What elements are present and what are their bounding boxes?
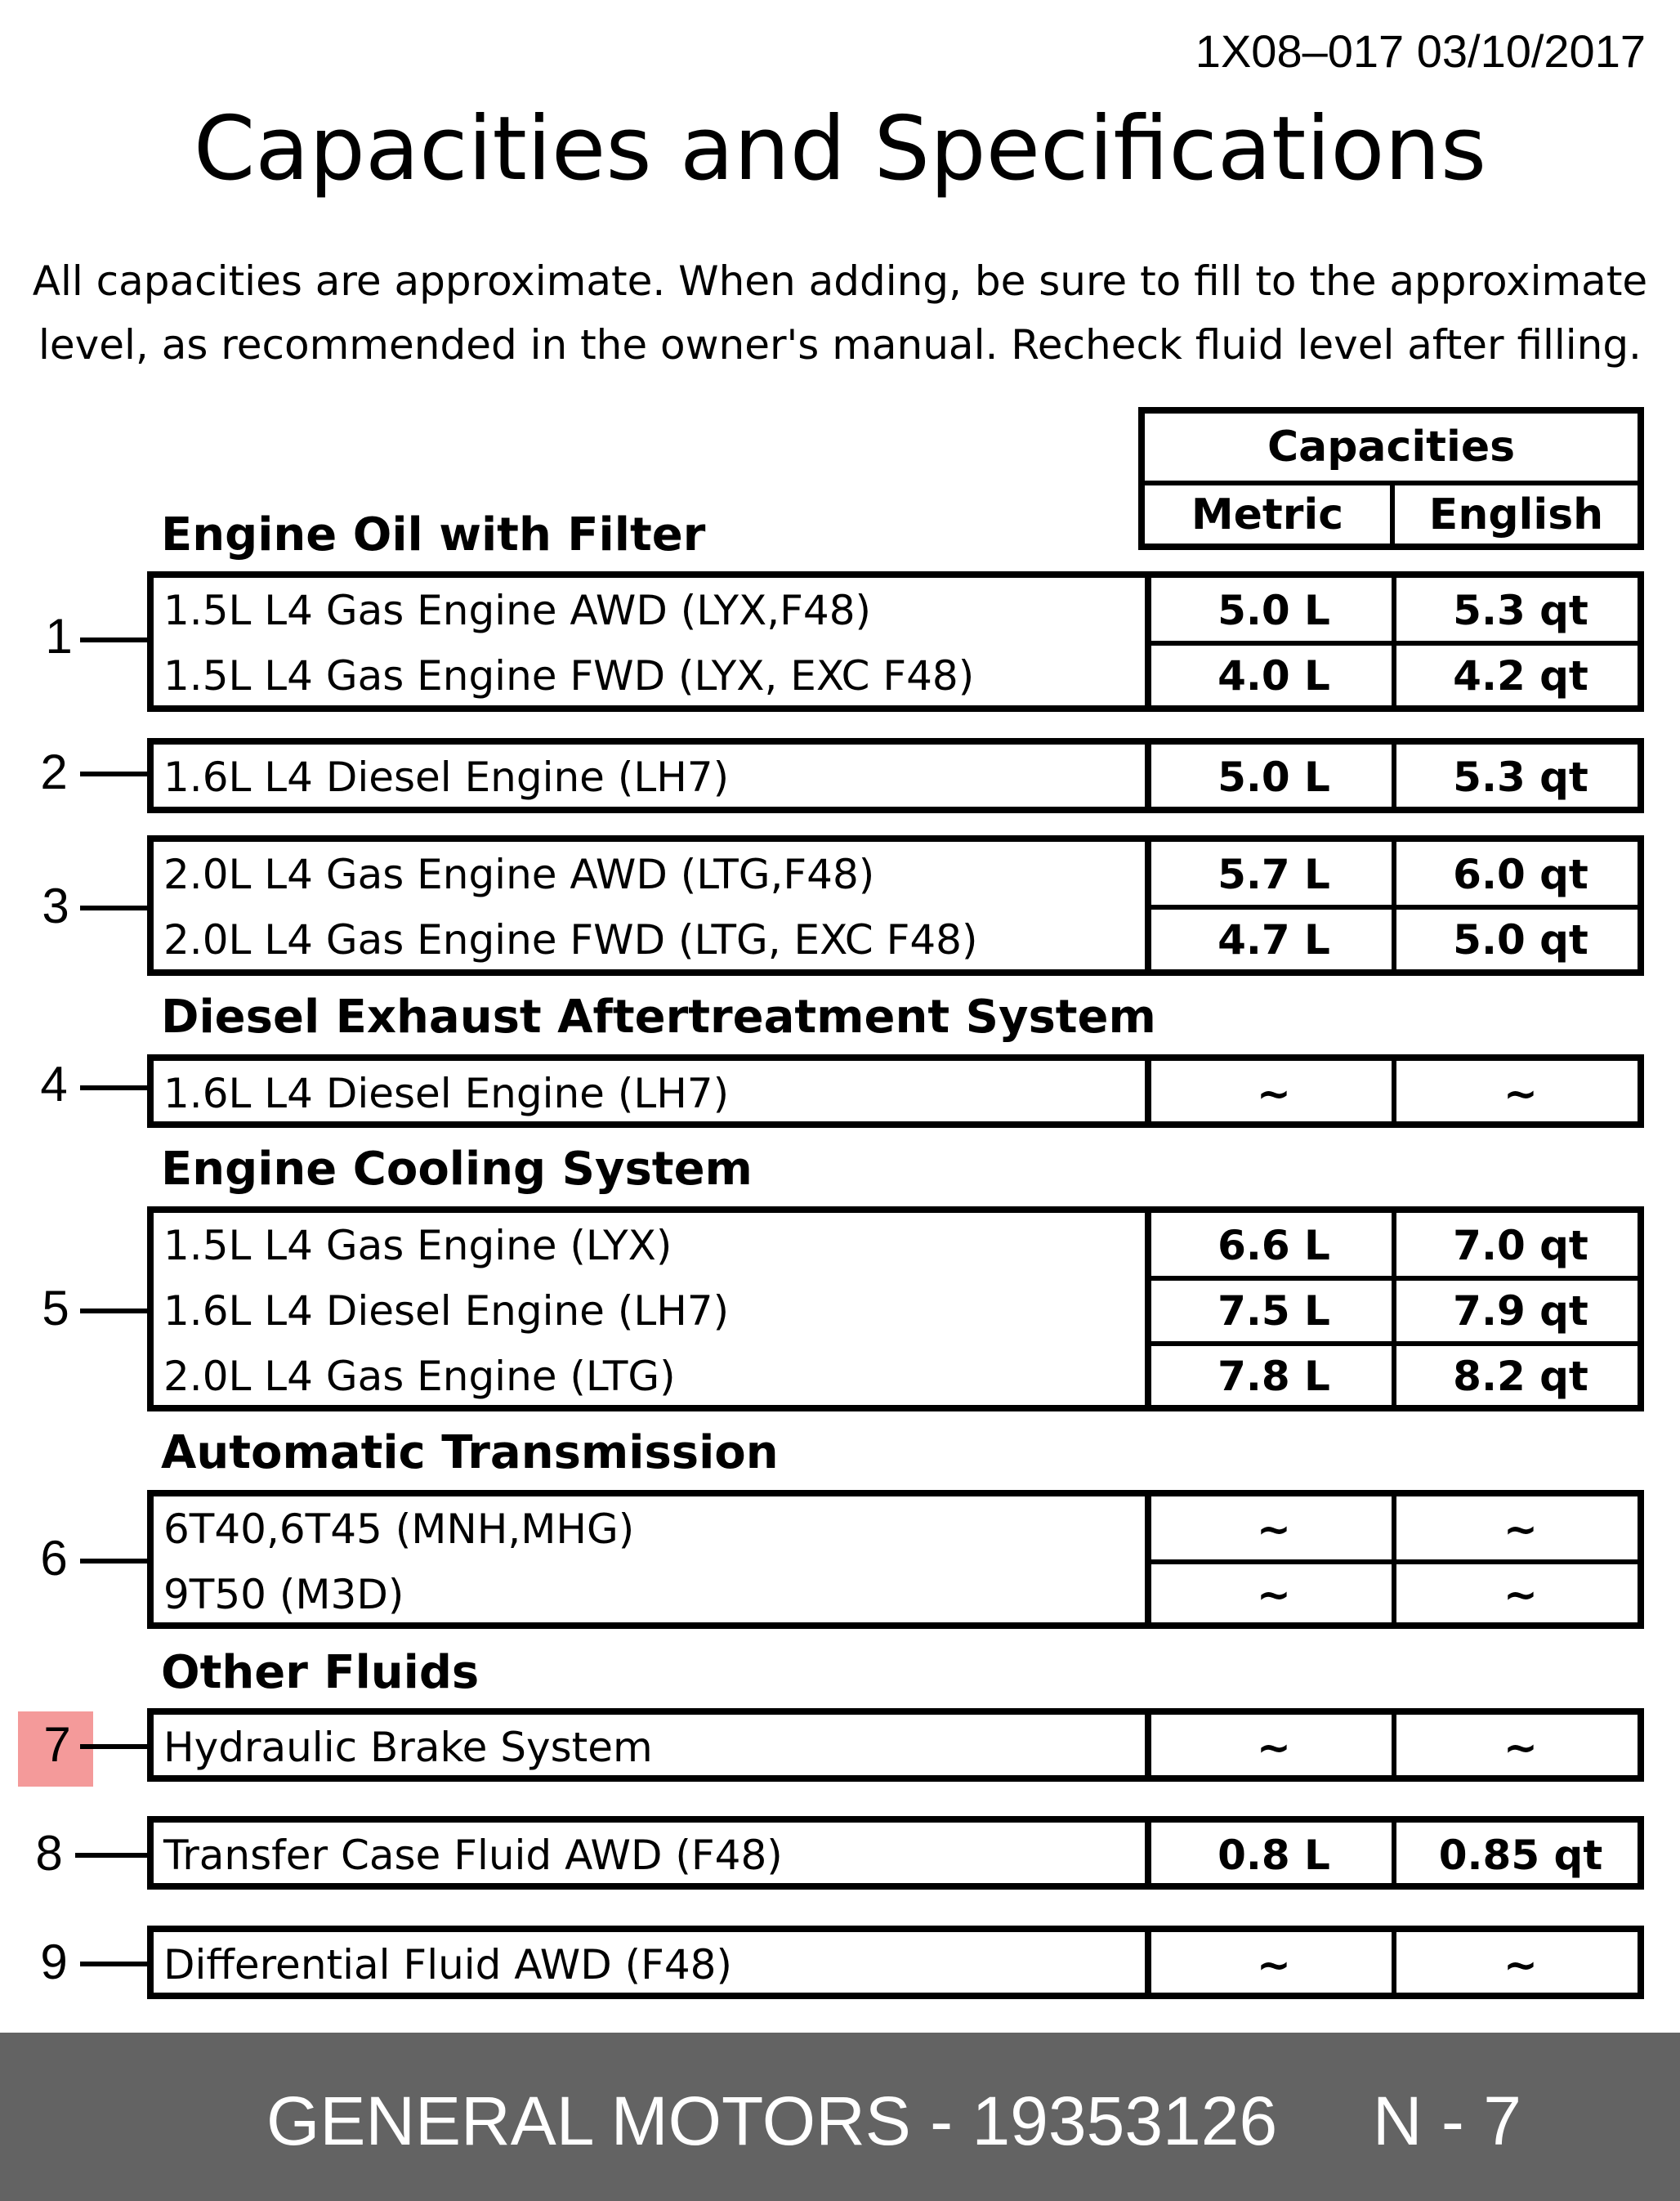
metric-value: ~ xyxy=(1257,1070,1291,1117)
section-diesel-exhaust: Diesel Exhaust Aftertreatment System xyxy=(161,991,1156,1044)
table-row xyxy=(154,643,1638,709)
row-label: 2.0L L4 Gas Engine FWD (LTG, EXC F48) xyxy=(163,916,978,964)
item-number-7: 7 xyxy=(43,1717,71,1772)
capacities-header-title: Capacities xyxy=(1267,423,1516,472)
table-row xyxy=(154,1278,1638,1344)
english-value: 5.3 qt xyxy=(1453,587,1588,634)
item-number-9: 9 xyxy=(40,1935,68,1989)
english-value: 5.0 qt xyxy=(1453,916,1588,964)
english-value: 7.0 qt xyxy=(1453,1222,1588,1269)
row-label: 1.5L L4 Gas Engine (LYX) xyxy=(163,1222,672,1269)
metric-value: ~ xyxy=(1257,1724,1291,1771)
leader-line-7 xyxy=(80,1744,150,1749)
row-label: 2.0L L4 Gas Engine AWD (LTG,F48) xyxy=(163,851,875,898)
row-label: Hydraulic Brake System xyxy=(163,1724,653,1771)
english-value: ~ xyxy=(1504,1941,1538,1989)
english-value: ~ xyxy=(1504,1724,1538,1771)
leader-line-2 xyxy=(80,772,150,776)
english-value: ~ xyxy=(1504,1070,1538,1117)
page-title: Capacities and Specifications xyxy=(193,98,1487,200)
table-row xyxy=(154,578,1638,643)
section-engine-cooling: Engine Cooling System xyxy=(161,1143,753,1196)
table-row xyxy=(154,1823,1638,1888)
section-other-fluids: Other Fluids xyxy=(161,1646,480,1699)
metric-value: 5.0 L xyxy=(1218,587,1330,634)
metric-value: 7.5 L xyxy=(1218,1287,1330,1335)
row-label: 1.5L L4 Gas Engine AWD (LYX,F48) xyxy=(163,587,872,634)
metric-value: 4.7 L xyxy=(1218,916,1330,964)
document-id: 1X08–017 03/10/2017 xyxy=(1195,25,1646,77)
spec-box-2 xyxy=(147,738,1644,813)
spec-box-6 xyxy=(147,1490,1644,1629)
spec-box-8 xyxy=(147,1816,1644,1890)
spec-box-1 xyxy=(147,571,1644,712)
row-label: Transfer Case Fluid AWD (F48) xyxy=(163,1832,783,1879)
item-number-1: 1 xyxy=(45,609,73,664)
intro-line-2: level, as recommended in the owner's manual. Recheck fluid level after filling. xyxy=(38,321,1642,369)
item-number-2: 2 xyxy=(40,745,68,799)
row-label: 9T50 (M3D) xyxy=(163,1571,404,1618)
footer-text: GENERAL MOTORS - 19353126 N - 7 xyxy=(266,2082,1521,2159)
spec-box-5 xyxy=(147,1206,1644,1411)
metric-value: 7.8 L xyxy=(1218,1353,1330,1400)
table-row xyxy=(154,1213,1638,1278)
table-row xyxy=(154,1496,1638,1562)
metric-column-header: Metric xyxy=(1191,490,1344,539)
row-label: 6T40,6T45 (MNH,MHG) xyxy=(163,1505,635,1553)
footer-bar xyxy=(0,2033,1680,2201)
metric-value: 4.0 L xyxy=(1218,652,1330,700)
leader-line-3 xyxy=(80,906,150,910)
metric-value: ~ xyxy=(1257,1571,1291,1618)
section-engine-oil: Engine Oil with Filter xyxy=(161,508,706,561)
table-row xyxy=(154,1715,1638,1780)
english-value: ~ xyxy=(1504,1571,1538,1618)
capacities-header xyxy=(1138,407,1644,550)
english-value: 4.2 qt xyxy=(1453,652,1588,700)
row-label: 1.6L L4 Diesel Engine (LH7) xyxy=(163,754,730,801)
metric-value: ~ xyxy=(1257,1941,1291,1989)
english-value: 0.85 qt xyxy=(1438,1832,1603,1879)
table-row xyxy=(154,1061,1638,1126)
row-label: 1.6L L4 Diesel Engine (LH7) xyxy=(163,1287,730,1335)
table-row xyxy=(154,1932,1638,1997)
table-row xyxy=(154,1562,1638,1627)
intro-text xyxy=(16,249,1664,377)
english-column-header: English xyxy=(1428,490,1604,539)
leader-line-8 xyxy=(75,1853,150,1858)
english-value: 7.9 qt xyxy=(1453,1287,1588,1335)
intro-line-1: All capacities are approximate. When adding, be sure to fill to the approximate xyxy=(32,257,1648,305)
row-label: Differential Fluid AWD (F48) xyxy=(163,1941,732,1989)
english-value: 5.3 qt xyxy=(1453,754,1588,801)
table-row xyxy=(154,745,1638,810)
leader-line-9 xyxy=(80,1962,150,1966)
item-number-8: 8 xyxy=(35,1826,63,1881)
item-number-6: 6 xyxy=(40,1531,68,1586)
english-value: 6.0 qt xyxy=(1453,851,1588,898)
section-automatic-transmission: Automatic Transmission xyxy=(161,1426,779,1479)
spec-box-3 xyxy=(147,835,1644,976)
metric-value: ~ xyxy=(1257,1505,1291,1553)
item-number-3: 3 xyxy=(42,879,69,933)
leader-line-1 xyxy=(80,637,150,642)
leader-line-6 xyxy=(80,1559,150,1564)
spec-box-4 xyxy=(147,1054,1644,1128)
leader-line-5 xyxy=(80,1309,150,1313)
table-row xyxy=(154,1344,1638,1409)
table-row xyxy=(154,907,1638,973)
metric-value: 5.7 L xyxy=(1218,851,1330,898)
spec-box-7 xyxy=(147,1708,1644,1782)
table-row xyxy=(154,842,1638,907)
metric-value: 0.8 L xyxy=(1218,1832,1330,1879)
leader-line-4 xyxy=(80,1085,150,1090)
item-number-4: 4 xyxy=(40,1057,68,1112)
spec-box-9 xyxy=(147,1926,1644,1999)
item-number-5: 5 xyxy=(42,1281,69,1335)
english-value: 8.2 qt xyxy=(1453,1353,1588,1400)
row-label: 1.5L L4 Gas Engine FWD (LYX, EXC F48) xyxy=(163,652,975,700)
metric-value: 6.6 L xyxy=(1218,1222,1330,1269)
row-label: 1.6L L4 Diesel Engine (LH7) xyxy=(163,1070,730,1117)
metric-value: 5.0 L xyxy=(1218,754,1330,801)
row-label: 2.0L L4 Gas Engine (LTG) xyxy=(163,1353,676,1400)
english-value: ~ xyxy=(1504,1505,1538,1553)
